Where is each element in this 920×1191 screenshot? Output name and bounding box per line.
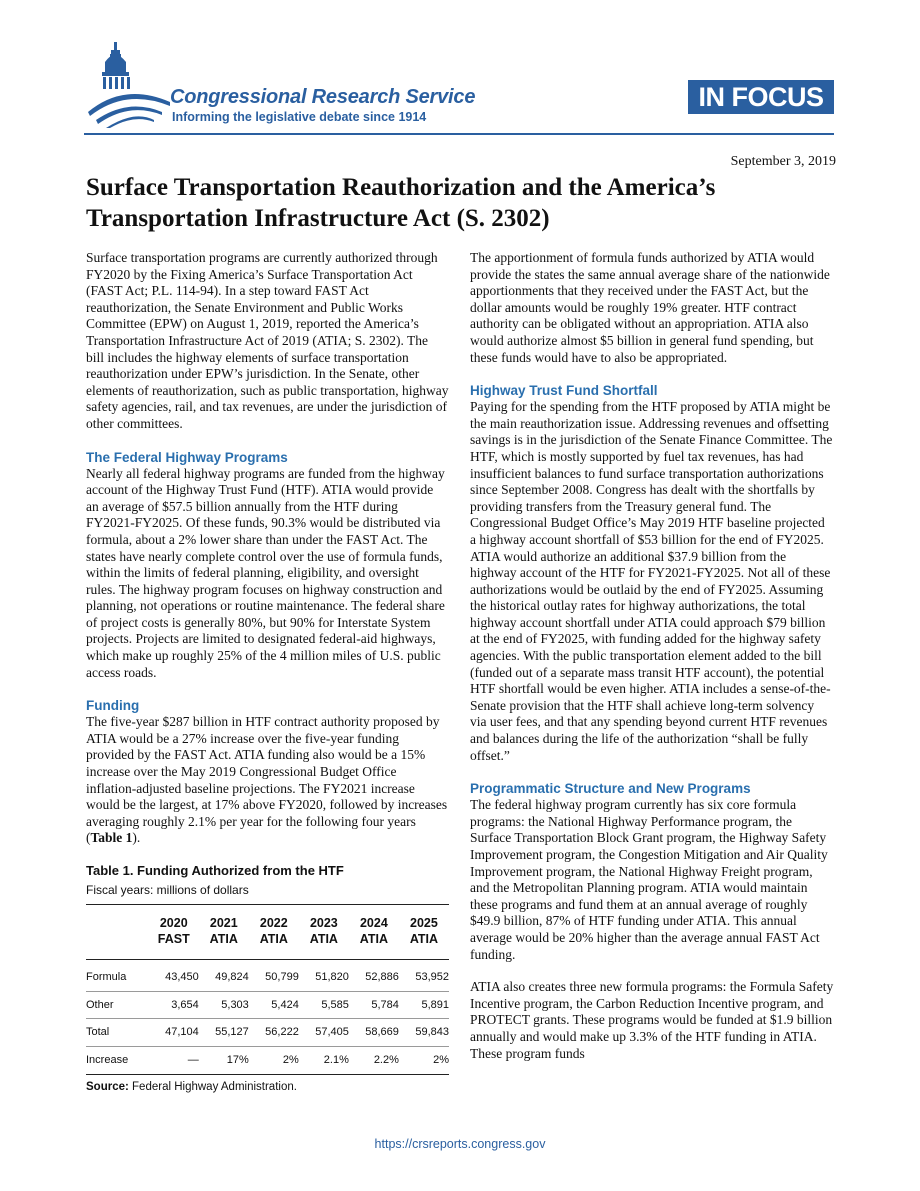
row-label: Formula: [86, 964, 149, 991]
table-subtitle: Fiscal years: millions of dollars: [86, 882, 249, 897]
column-act: ATIA: [359, 932, 388, 947]
table-cell: 5,784: [349, 991, 399, 1019]
table-reference: Table 1: [90, 830, 133, 846]
row-label: Total: [86, 1019, 149, 1047]
page-title: [86, 172, 846, 234]
table-cell: 5,585: [299, 991, 349, 1019]
table-header-cell: [349, 905, 399, 960]
column-year: 2025: [410, 916, 438, 931]
funding-heading: Funding: [86, 698, 140, 714]
table-cell: 52,886: [349, 964, 399, 991]
table-header-cell: [249, 905, 299, 960]
table-header-cell: [299, 905, 349, 960]
column-act: ATIA: [209, 932, 238, 947]
source-text: Federal Highway Administration.: [132, 1080, 297, 1093]
table-cell: 55,127: [199, 1019, 249, 1047]
htf-shortfall-heading: Highway Trust Fund Shortfall: [470, 383, 658, 399]
column-year: 2023: [309, 916, 338, 931]
table-title: Table 1. Funding Authorized from the HTF: [86, 863, 344, 878]
table-cell: 57,405: [299, 1019, 349, 1047]
in-focus-badge: IN FOCUS: [688, 80, 834, 114]
table-cell: 56,222: [249, 1019, 299, 1047]
funding-text: The five-year $287 billion in HTF contract authority proposed by ATIA would be a 27% increase over the five-year funding provided by the FAST Act. ATIA funding also would be a 15% increase over the May 2019 Congressional Budget Office inflation-adjusted baseline projections. The FY2021 increase would be the largest, at 17% above FY2020, followed by increases averaging roughly 2.1% per year for the following four years (: [86, 714, 448, 846]
footer-url-link[interactable]: https://crsreports.congress.gov: [374, 1137, 546, 1151]
htf-shortfall-paragraph: Paying for the spending from the HTF proposed by ATIA might be the main reauthorization issue. Addressing revenues and offsetting savings is in the jurisdiction of the Senate Finance Committee. The HTF, which is mostly supported by fuel tax revenues, has had insufficient balances to fund surface transportation authorizations since September 2008. Congress has dealt with the shortfalls by providing transfers from the Treasury general fund. The Congressional Budget Office’s May 2019 HTF baseline projected a highway account shortfall of $53 billion for the end of FY2025. ATIA would authorize an additional $37.9 billion from the highway account of the HTF for FY2021-FY2025. Not all of these authorizations would be outlaid by the end of FY2025. Assuming the historical outlay rates for highway authorizations, the total highway account shortfall under ATIA could approach $79 billion at the end of FY2025, with funding added for the highway safety agencies. With the public transportation element added to the bill (funded out of a separate mass transit HTF account), the potential HTF shortfall would be even higher. ATIA includes a sense-of-the-Senate provision that the HTF shall achieve long-term solvency via user fees, and that any spending beyond current HTF revenues and balances during the life of the authorization “shall be fully offset.”: [470, 399, 833, 763]
table-header-cell: [199, 905, 249, 960]
intro-paragraph: Surface transportation programs are currently authorized through FY2020 by the Fixing America’s Surface Transportation Act (FAST Act; P.L. 114-94). In a step toward FAST Act reauthorization, the Senate Environment and Public Works Committee (EPW) on August 1, 2019, reported the America’s Transportation Infrastructure Act of 2019 (ATIA; S. 2302). The bill includes the highway elements of surface transportation reauthorization under EPW’s jurisdiction. In the Senate, other elements of reauthorization, such as public transportation, highway safety agencies, rail, and tax revenues, are under the jurisdiction of other committees.: [86, 250, 449, 431]
header-divider: [84, 133, 834, 135]
column-act: ATIA: [259, 932, 288, 947]
table-row: [86, 991, 449, 1019]
programmatic-paragraph: The federal highway program currently has six core formula programs: the National Highway Performance program, the Surface Transportation Block Grant program, the Highway Safety Improvement program, the Congestion Mitigation and Air Quality Improvement program, the National Highway Freight program, and the Metropolitan Planning program. ATIA would maintain these programs and fund them at an annual average of roughly $49.9 billion, 87% of HTF funding under ATIA. This annual average would be 20% higher than the average annual FAST Act funding.: [470, 797, 828, 962]
right-column: [470, 250, 834, 1078]
column-act: ATIA: [309, 932, 338, 947]
left-column: [86, 250, 449, 1095]
funding-text-end: ).: [132, 830, 141, 846]
table-source: [86, 1079, 449, 1096]
table-cell: 51,820: [299, 964, 349, 991]
table-cell: 17%: [199, 1046, 249, 1074]
apportionment-paragraph: The apportionment of formula funds authorized by ATIA would provide the states the same annual average share of the nationwide apportionments that they received under the FAST Act, but the dollar amounts would be roughly 19% greater. HTF contract authority can be obligated without an appropriation. ATIA also would authorize almost $5 billion in general fund spending, but these funds would have to also be appropriated.: [470, 250, 830, 365]
table-cell: 50,799: [249, 964, 299, 991]
column-year: 2024: [359, 916, 388, 931]
table-row: [86, 1046, 449, 1074]
table-cell: 47,104: [149, 1019, 199, 1047]
federal-highway-paragraph: Nearly all federal highway programs are funded from the highway account of the Highway Trust Fund (HTF). ATIA would provide an average of $57.5 billion annually from the HTF during FY2021-FY2025. Of these funds, 90.3% would be distributed via formula, about a 2% lower share than under the FAST Act. The states have nearly complete control over the use of formula funds, within the limits of federal planning, eligibility, and oversight rules. The highway program focuses on highway construction and planning, not operations or routine maintenance. The federal share of project costs is generally 80%, but 90% for Interstate System projects. Projects are limited to designated federal-aid highways, which make up roughly 25% of the 4 million miles of U.S. public access roads.: [86, 465, 445, 680]
org-tagline: Informing the legislative debate since 1914: [172, 110, 427, 124]
table-cell: 59,843: [399, 1019, 449, 1047]
row-label: Increase: [86, 1046, 149, 1074]
publication-date: September 3, 2019: [730, 154, 836, 169]
title-line-2: Transportation Infrastructure Act (S. 2302): [86, 205, 550, 232]
table-cell: 5,424: [249, 991, 299, 1019]
funding-table: [86, 904, 449, 1074]
column-year: 2021: [209, 916, 238, 931]
table-row: [86, 964, 449, 991]
column-act: ATIA: [409, 932, 439, 947]
column-year: 2020: [159, 916, 188, 931]
table-cell: 3,654: [149, 991, 199, 1019]
table-header-row: [86, 905, 449, 960]
crs-capitol-logo-icon: [84, 40, 174, 128]
org-name: Congressional Research Service: [170, 86, 476, 108]
programmatic-heading: Programmatic Structure and New Programs: [470, 781, 751, 797]
source-label: Source:: [86, 1080, 129, 1093]
title-line-1: Surface Transportation Reauthorization and the America’s: [86, 174, 716, 201]
table-cell: 2.2%: [349, 1046, 399, 1074]
column-year: 2022: [259, 916, 288, 931]
table-cell: 2%: [249, 1046, 299, 1074]
table-cell: 2%: [399, 1046, 449, 1074]
table-cell: 53,952: [399, 964, 449, 991]
table-header-cell: [399, 905, 449, 960]
table-cell: 5,303: [199, 991, 249, 1019]
table-header-cell: [149, 905, 199, 960]
table-header-empty: [86, 905, 149, 960]
table-cell: 5,891: [399, 991, 449, 1019]
federal-highway-heading: The Federal Highway Programs: [86, 449, 288, 465]
row-label: Other: [86, 991, 149, 1019]
funding-paragraph: [86, 714, 449, 847]
table-cell: —: [149, 1046, 199, 1074]
table-cell: 43,450: [149, 964, 199, 991]
table-cell: 2.1%: [299, 1046, 349, 1074]
table-cell: 49,824: [199, 964, 249, 991]
column-act: FAST: [157, 932, 190, 947]
table-row: [86, 1019, 449, 1047]
new-programs-paragraph: ATIA also creates three new formula programs: the Formula Safety Incentive program, the Carbon Reduction Incentive program, and PROTECT grants. These programs would be funded at $1.9 billion annually and would make up 3.3% of the HTF funding in ATIA. These program funds: [470, 979, 834, 1061]
table-cell: 58,669: [349, 1019, 399, 1047]
